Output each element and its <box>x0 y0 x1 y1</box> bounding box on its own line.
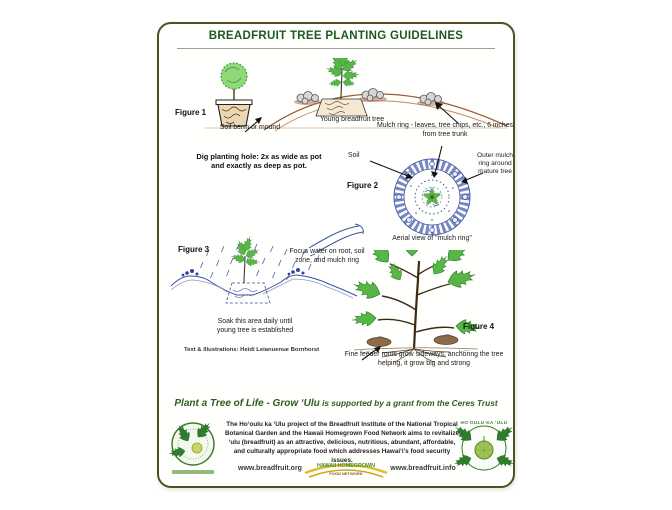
slogan <box>159 393 513 411</box>
figure3-label: Figure 3 <box>178 245 210 254</box>
soil-caption: Soil <box>348 152 360 159</box>
soil-berm-caption: Soil berm or mound <box>219 124 281 131</box>
tree-top-view <box>422 187 443 207</box>
center-logo-line2: FOOD NETWORK <box>329 471 363 476</box>
mulch-piles <box>294 89 445 107</box>
breadfruit-info-url: www.breadfruit.info <box>390 465 456 472</box>
aerial-view-caption: Aerial view of "mulch ring" <box>392 235 472 242</box>
soil-cross-section <box>171 268 357 303</box>
soak-area-caption: Soak this area daily until young tree is established <box>216 318 294 334</box>
figure4-label: Figure 4 <box>463 322 495 331</box>
feeder-roots-caption: Fine feeder roots grow sideways, anchoring the tree helping, it grow big and strong <box>344 351 504 367</box>
planting-hole <box>316 99 367 116</box>
mission-statement: The Ho‘oulu ka ‘Ulu project of the Breadfruit Institute of the National Tropical Botanical Garden and the Hawaii Homegrown Food Network aims to revitalize ‘ulu (breadfruit) as an attractive, delicious, nutritious, abundant, affordable, and culturally appropriate food which addresses Hawai‘i’s food security issues. <box>224 421 460 464</box>
figure1-label: Figure 1 <box>175 108 207 117</box>
outer-mulch-caption: Outer mulch ring around mature tree <box>477 152 513 176</box>
mulch-piles <box>367 335 458 347</box>
right-logo-arc-text: HO‘OULU KA ‘ULU <box>460 420 508 425</box>
planting-guidelines-card <box>157 22 515 488</box>
logo-tagline-bar <box>172 470 214 474</box>
slogan-main: Plant a Tree of Life - Grow ‘Ulu <box>174 398 320 409</box>
watered-seedling <box>230 235 260 283</box>
mulch-ring-caption: Mulch ring - leaves, tree chips, etc., 6 inches from tree trunk <box>377 122 513 138</box>
center-logo-line1: HAWAII HOMEGROWN <box>316 463 376 469</box>
breadfruit-org-url: www.breadfruit.org <box>238 465 302 472</box>
young-tree-caption: Young breadfruit tree <box>319 116 385 123</box>
breadfruit-institute-logo <box>168 421 218 477</box>
page-title: BREADFRUIT TREE PLANTING GUIDELINES <box>208 30 464 42</box>
title-divider <box>177 48 495 49</box>
young-breadfruit-tree <box>325 58 360 99</box>
slogan-rest: is supported by a grant from the Ceres Trust <box>319 398 498 408</box>
credit-line: Text & Illustrations: Heidi Leianuenue Bornhorst <box>184 347 320 353</box>
focus-water-caption: Focus water on root, soil zone, and mulch ring <box>289 248 365 264</box>
figure2-label: Figure 2 <box>347 181 379 190</box>
dig-instruction: Dig planting hole: 2x as wide as pot and exactly as deep as pot. <box>196 152 322 171</box>
